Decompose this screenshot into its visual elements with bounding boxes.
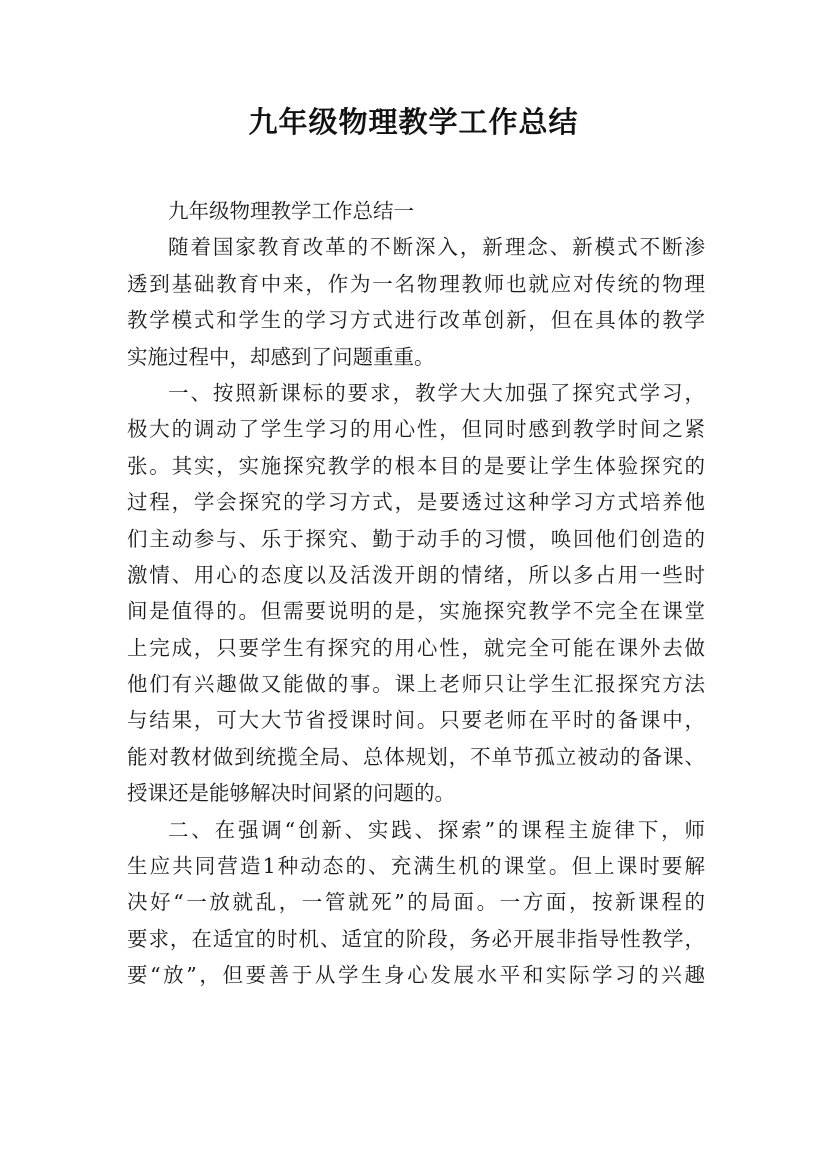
text-line: 教学模式和学生的学习方式进行改革创新，但在具体的教学 (127, 308, 705, 333)
document-body (127, 193, 705, 994)
text-line: 透到基础教育中来，作为一名物理教师也就应对传统的物理 (127, 271, 705, 296)
text-line: 张。其实，实施探究教学的根本目的是要让学生体验探究的 (127, 453, 705, 478)
text-line: 们主动参与、乐于探究、勤于动手的习惯，唤回他们创造的 (127, 526, 705, 551)
text-line: 他们有兴趣做又能做的事。课上老师只让学生汇报探究方法 (127, 672, 705, 697)
text-line: 能对教材做到统揽全局、总体规划，不单节孤立被动的备课、 (127, 744, 705, 769)
text-line: 过程，学会探究的学习方式，是要透过这种学习方式培养他 (127, 490, 705, 515)
text-line: 九年级物理教学工作总结一 (168, 199, 414, 223)
text-line: 授课还是能够解决时间紧的问题的。 (127, 781, 455, 806)
text-line: 极大的调动了学生学习的用心性，但同时感到教学时间之紧 (127, 417, 705, 442)
text-line: 随着国家教育改革的不断深入，新理念、新模式不断渗 (168, 235, 705, 260)
text-line: 要“放”，但要善于从学生身心发展水平和实际学习的兴趣 (127, 963, 705, 988)
text-line: 激情、用心的态度以及活泼开朗的情绪，所以多占用一些时 (127, 562, 705, 587)
text-line: 二、在强调“创新、实践、探索”的课程主旋律下，师 (168, 817, 705, 842)
text-line: 决好“一放就乱，一管就死”的局面。一方面，按新课程的 (127, 890, 705, 915)
text-line: 实施过程中，却感到了问题重重。 (127, 344, 435, 369)
text-line: 要求，在适宜的时机、适宜的阶段，务必开展非指导性教学， (127, 926, 705, 951)
text-line: 间是值得的。但需要说明的是，实施探究教学不完全在课堂 (127, 599, 705, 624)
text-line: 生应共同营造1种动态的、充满生机的课堂。但上课时要解 (127, 854, 705, 879)
text-line: 与结果，可大大节省授课时间。只要老师在平时的备课中， (127, 708, 705, 733)
text-line: 上完成，只要学生有探究的用心性，就完全可能在课外去做 (127, 635, 705, 660)
document-title: 九年级物理教学工作总结 (248, 105, 579, 139)
text-line: 一、按照新课标的要求，教学大大加强了探究式学习， (168, 380, 705, 405)
